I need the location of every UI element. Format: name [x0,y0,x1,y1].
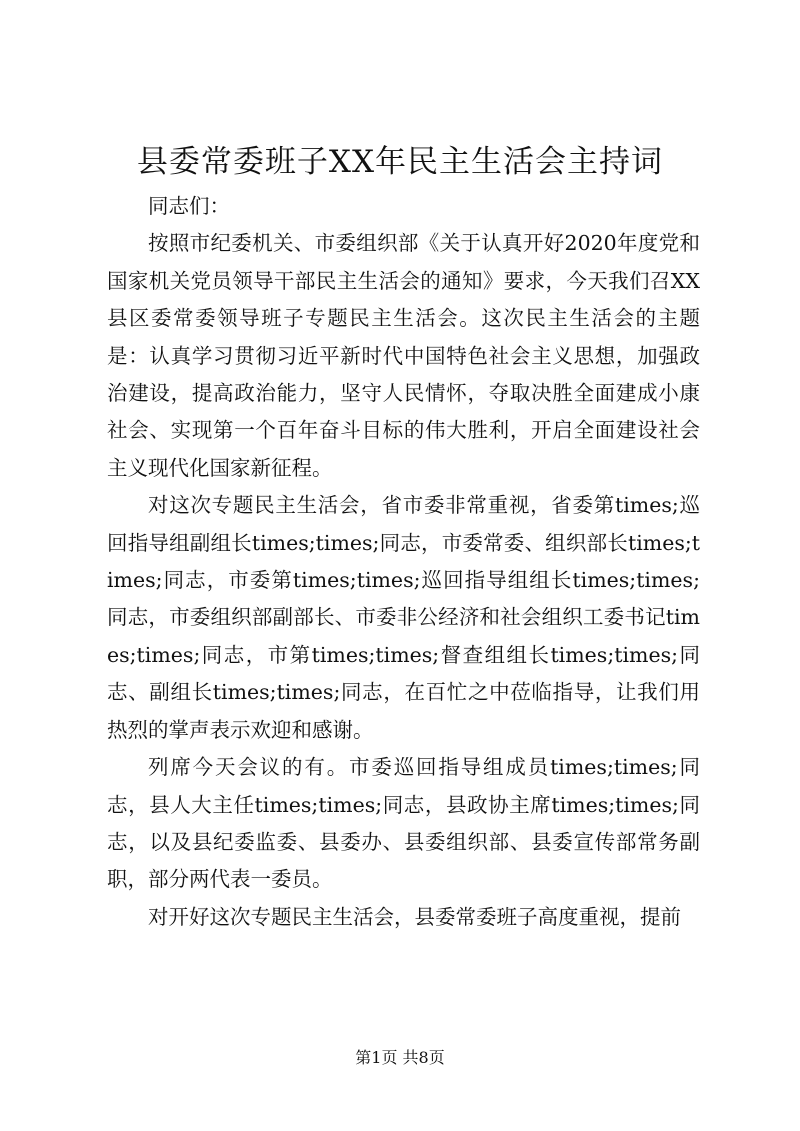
document-title: 县委常委班子XX年民主生活会主持词 [136,144,664,180]
body-paragraph: 按照市纪委机关、市委组织部《关于认真开好2020年度党和国家机关党员领导干部民主生活会的通知》要求，今天我们召XX县区委常委领导班子专题民主生活会。这次民主生活会的主题是：认真学习贯彻习近平新时代中国特色社会主义思想，加强政治建设，提高政治能力，坚守人民情怀，夺取决胜全面建成小康社会、实现第一个百年奋斗目标的伟大胜利，开启全面建设社会主义现代化国家新征程。 [107,231,700,480]
document-body [107,188,700,936]
body-paragraph: 列席今天会议的有。市委巡回指导组成员times;times;同志，县人大主任times;times;同志，县政协主席times;times;同志，以及县纪委监委、县委办、县委组织部、县委宣传部常务副职，部分两代表一委员。 [107,755,700,892]
page-number-footer: 第1页 共8页 [355,1048,445,1067]
salutation-paragraph: 同志们： [148,194,230,218]
body-paragraph: 对这次专题民主生活会，省市委非常重视，省委第times;巡回指导组副组长times;times;同志，市委常委、组织部长times;times;同志，市委第times;times;巡回指导组组长times;times;同志，市委组织部副部长、市委非公经济和社会组织工委书记times;times;同志，市第times;times;督查组组长times;times;同志、副组长times;times;同志，在百忙之中莅临指导，让我们用热烈的掌声表示欢迎和感谢。 [107,493,700,742]
body-paragraph: 对开好这次专题民主生活会，县委常委班子高度重视，提前 [148,904,681,929]
